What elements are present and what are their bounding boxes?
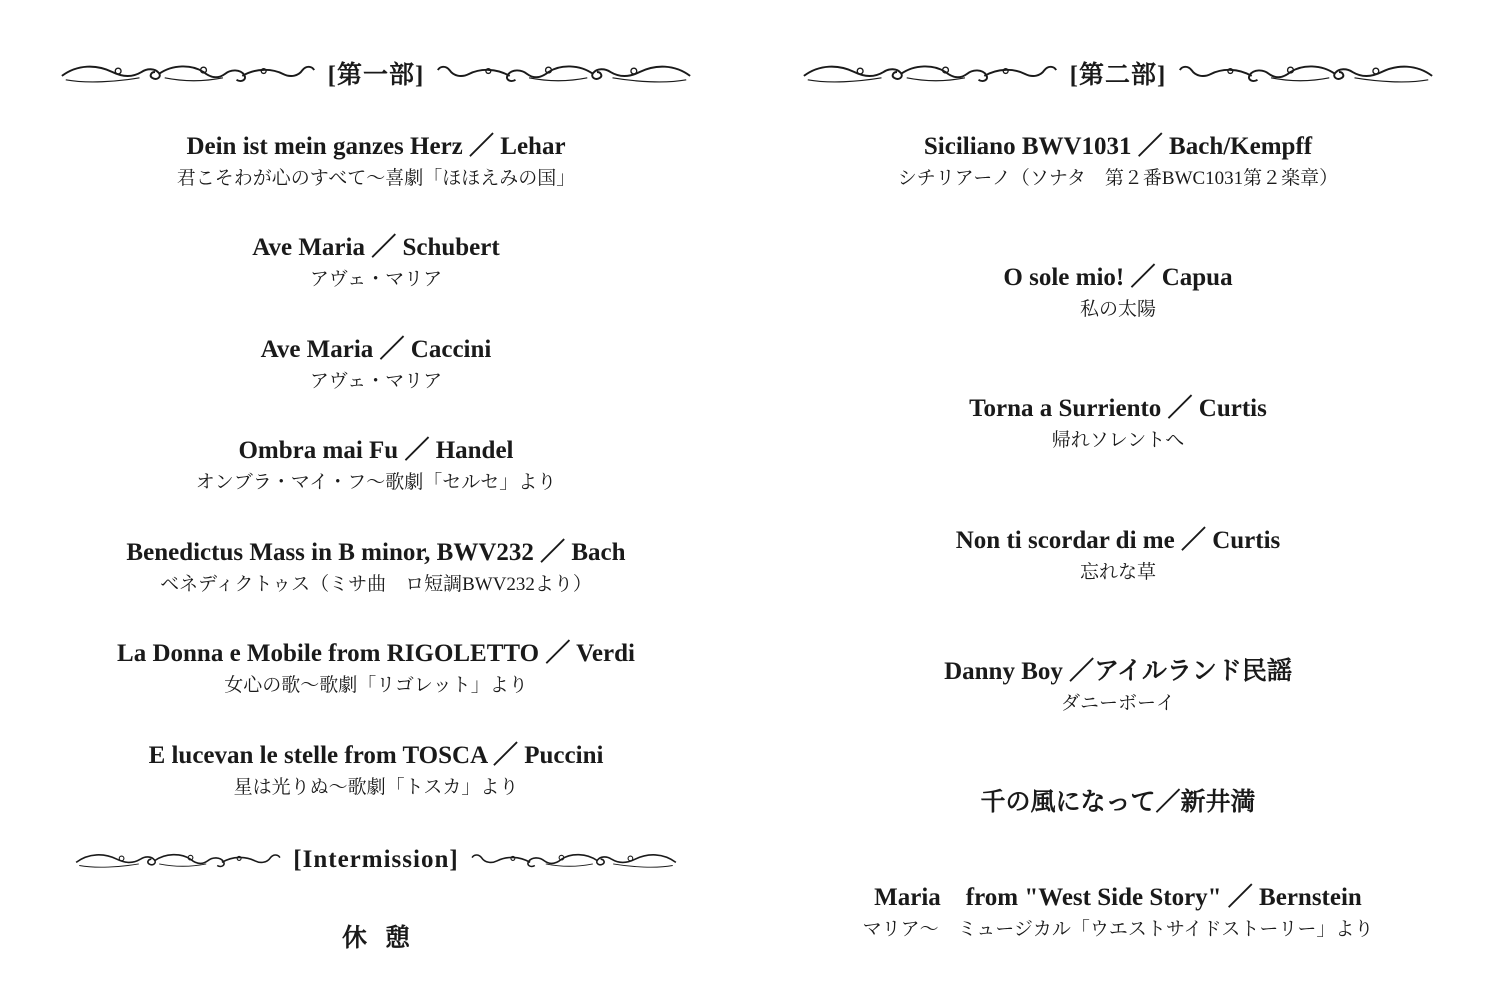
flourish-left-ornament	[800, 58, 1060, 88]
part-1-column	[60, 0, 692, 1008]
program-item	[60, 741, 692, 801]
piece-title: La Donna e Mobile from RIGOLETTO ／ Verdi	[117, 640, 635, 667]
program-item	[60, 335, 692, 395]
intermission-header	[60, 840, 692, 880]
program-item	[60, 132, 692, 192]
flourish-left-ornament	[58, 58, 318, 88]
piece-subtitle: ベネディクトゥス（ミサ曲 ロ短調BWV232より）	[160, 574, 592, 595]
piece-title: Maria from "West Side Story" ／ Bernstein	[874, 884, 1362, 911]
piece-subtitle: 星は光りぬ〜歌劇「トスカ」より	[233, 777, 519, 798]
flourish-right-ornament	[1176, 58, 1436, 88]
piece-subtitle: マリア〜 ミュージカル「ウエストサイドストーリー」より	[862, 919, 1374, 940]
part-2-header	[796, 53, 1440, 93]
program-item	[60, 233, 692, 293]
piece-title: Torna a Surriento ／ Curtis	[969, 395, 1267, 422]
program-item	[60, 436, 692, 496]
piece-subtitle: ダニーボーイ	[1060, 693, 1175, 714]
piece-title: Non ti scordar di me ／ Curtis	[955, 527, 1281, 554]
piece-title: O sole mio! ／ Capua	[1003, 264, 1233, 291]
piece-title: Siciliano BWV1031 ／ Bach/Kempff	[923, 133, 1313, 160]
program-item	[796, 788, 1440, 822]
piece-title: Dein ist mein ganzes Herz ／ Lehar	[186, 133, 566, 160]
program-item	[796, 263, 1440, 323]
piece-subtitle: 私の太陽	[1079, 299, 1156, 320]
piece-title: Ave Maria ／ Schubert	[252, 234, 500, 261]
program-item	[60, 538, 692, 598]
piece-title: Danny Boy ／アイルランド民謡	[944, 658, 1292, 685]
program-item	[796, 657, 1440, 717]
piece-subtitle: 帰れソレントへ	[1051, 430, 1185, 451]
part-1-header	[60, 53, 692, 93]
part-2-title: [第二部]	[1069, 62, 1167, 89]
program-item	[60, 639, 692, 699]
piece-title: Ombra mai Fu ／ Handel	[238, 437, 514, 464]
program-item	[796, 394, 1440, 454]
program-item	[796, 132, 1440, 192]
piece-subtitle: シチリアーノ（ソナタ 第２番BWC1031第２楽章）	[897, 168, 1339, 189]
piece-subtitle: 忘れな草	[1079, 562, 1156, 583]
flourish-right-ornament	[434, 58, 694, 88]
piece-subtitle: アヴェ・マリア	[309, 269, 443, 290]
part-1-title: [第一部]	[327, 62, 425, 89]
part-2-column	[796, 0, 1440, 1008]
intermission-text: 休憩	[341, 925, 428, 952]
flourish-left-ornament	[73, 845, 283, 875]
piece-subtitle: 君こそわが心のすべて〜喜劇「ほほえみの国」	[176, 168, 576, 189]
program-item	[796, 526, 1440, 586]
piece-subtitle: オンブラ・マイ・フ〜歌劇「セルセ」より	[195, 472, 557, 493]
piece-title: Ave Maria ／ Caccini	[260, 336, 492, 363]
piece-subtitle: 女心の歌〜歌劇「リゴレット」より	[224, 675, 528, 696]
flourish-right-ornament	[469, 845, 679, 875]
piece-title: Benedictus Mass in B minor, BWV232 ／ Bach	[126, 539, 626, 566]
piece-subtitle: アヴェ・マリア	[309, 371, 443, 392]
piece-title: 千の風になって／新井満	[980, 789, 1256, 816]
piece-title: E lucevan le stelle from TOSCA ／ Puccini	[148, 742, 604, 769]
intermission-title: [Intermission]	[293, 846, 459, 873]
program-item	[796, 883, 1440, 943]
